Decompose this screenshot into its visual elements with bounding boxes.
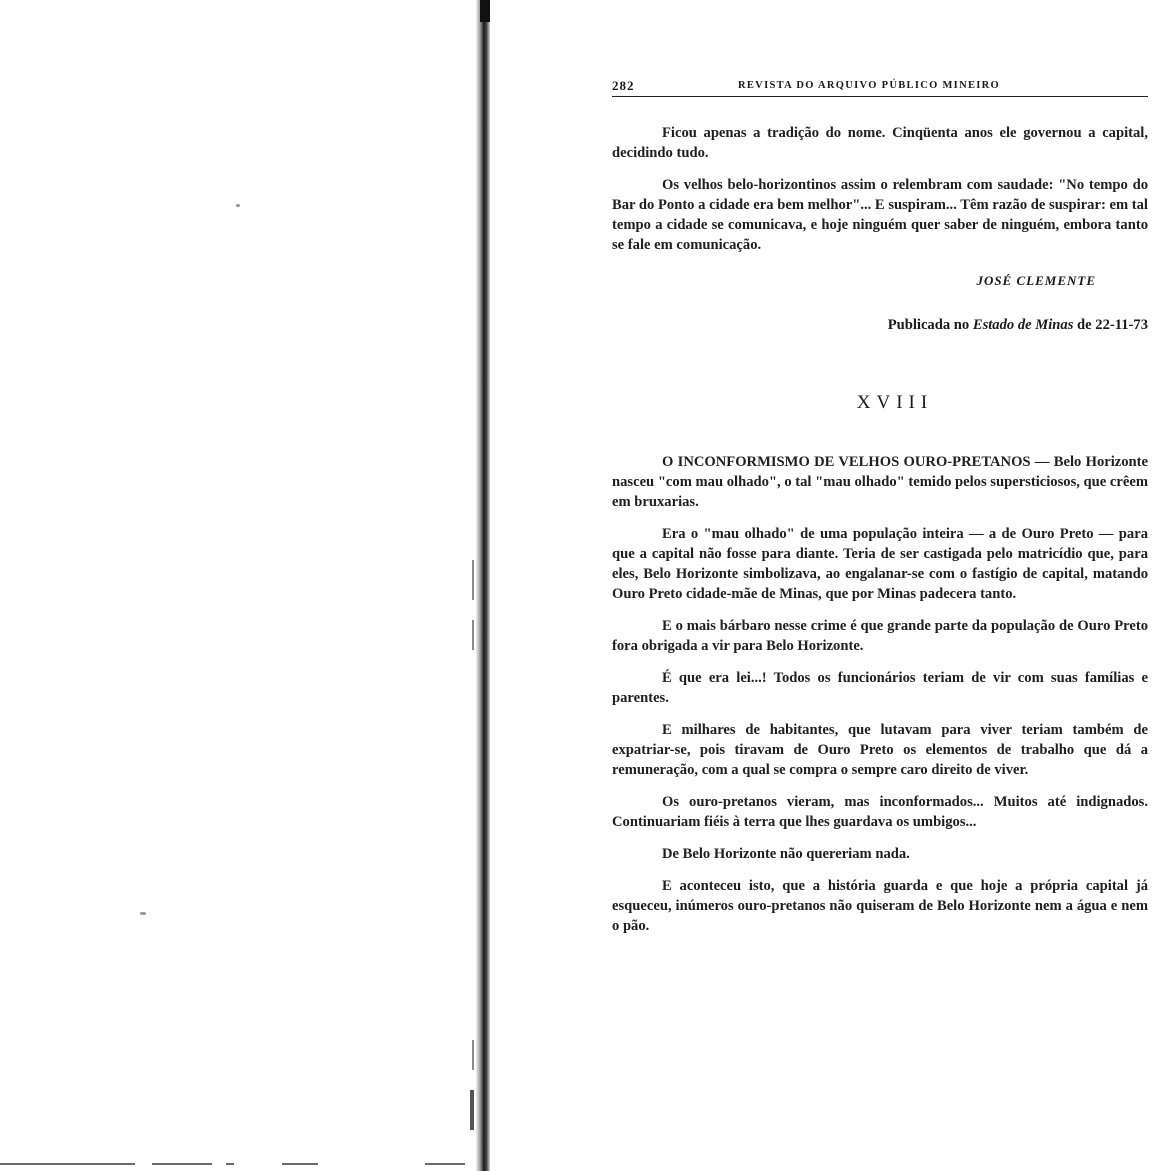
- ink-speck: [140, 912, 146, 915]
- paragraph: De Belo Horizonte não quereriam nada.: [662, 846, 910, 862]
- author-signature: JOSÉ CLEMENTE: [976, 273, 1096, 288]
- edge-mark: [472, 560, 474, 600]
- paragraph: Os ouro-pretanos vieram, mas inconformados... Muitos até indignados. Continuariam fiéis à terra que lhes guardava os umbigos...: [612, 794, 1148, 830]
- page-bottom-edge: [0, 1163, 470, 1166]
- paragraph: Os velhos belo-horizontinos assim o relembram com saudade: "No tempo do Bar do Ponto a cidade era bem melhor"... E suspiram... Têm razão de suspirar: em tal tempo a cidade se comunicava, e hoje ninguém quer saber de ninguém, embora tanto se fale em comunicação.: [612, 177, 1148, 253]
- book-binding-gutter: [476, 0, 490, 1171]
- ink-speck: [236, 204, 240, 207]
- right-page: [612, 78, 1148, 936]
- page-header: [612, 78, 1148, 97]
- publication-note: [612, 317, 1148, 334]
- paragraph: Era o "mau olhado" de uma população inteira — a de Ouro Preto — para que a capital não fosse para diante. Teria de ser castigada pelo matricídio que, para eles, Belo Horizonte simbolizava, ao engalanar-se com o fastígio de capital, matando Ouro Preto cidade-mãe de Minas, que por Minas padecera tanto.: [612, 526, 1148, 602]
- binding-shadow: [480, 0, 490, 22]
- paragraph: É que era lei...! Todos os funcionários teriam de vir com suas famílias e parentes.: [612, 670, 1148, 706]
- section-body: [612, 452, 1148, 936]
- paragraph: O INCONFORMISMO DE VELHOS OURO-PRETANOS — Belo Horizonte nasceu "com mau olhado", o tal "mau olhado" temido pelos supersticiosos, que crêem em bruxarias.: [612, 454, 1148, 510]
- publication-prefix: Publicada no: [887, 317, 973, 333]
- paragraph: E aconteceu isto, que a história guarda e que hoje a própria capital já esqueceu, inúmeros ouro-pretanos não quiseram de Belo Horizonte nem a água e nem o pão.: [612, 878, 1148, 934]
- paragraph: Ficou apenas a tradição do nome. Cinqüenta anos ele governou a capital, decidindo tudo.: [612, 125, 1148, 161]
- paragraph: E milhares de habitantes, que lutavam para viver teriam também de expatriar-se, pois tiravam de Ouro Preto os elementos de trabalho que dá a remuneração, com a qual se compra o sempre caro direito de viver.: [612, 722, 1148, 778]
- newspaper-name: Estado de Minas: [972, 317, 1074, 333]
- section-numeral: XVIII: [856, 392, 934, 413]
- left-blank-page: [0, 0, 470, 1171]
- paragraph: E o mais bárbaro nesse crime é que grande parte da população de Ouro Preto fora obrigada a vir para Belo Horizonte.: [612, 618, 1148, 654]
- edge-mark: [472, 1040, 474, 1070]
- edge-mark: [472, 620, 474, 650]
- publication-date: de 22-11-73: [1073, 317, 1148, 333]
- edge-mark: [470, 1090, 474, 1130]
- page-number: 282: [612, 78, 635, 93]
- running-head: REVISTA DO ARQUIVO PÚBLICO MINEIRO: [738, 80, 1000, 91]
